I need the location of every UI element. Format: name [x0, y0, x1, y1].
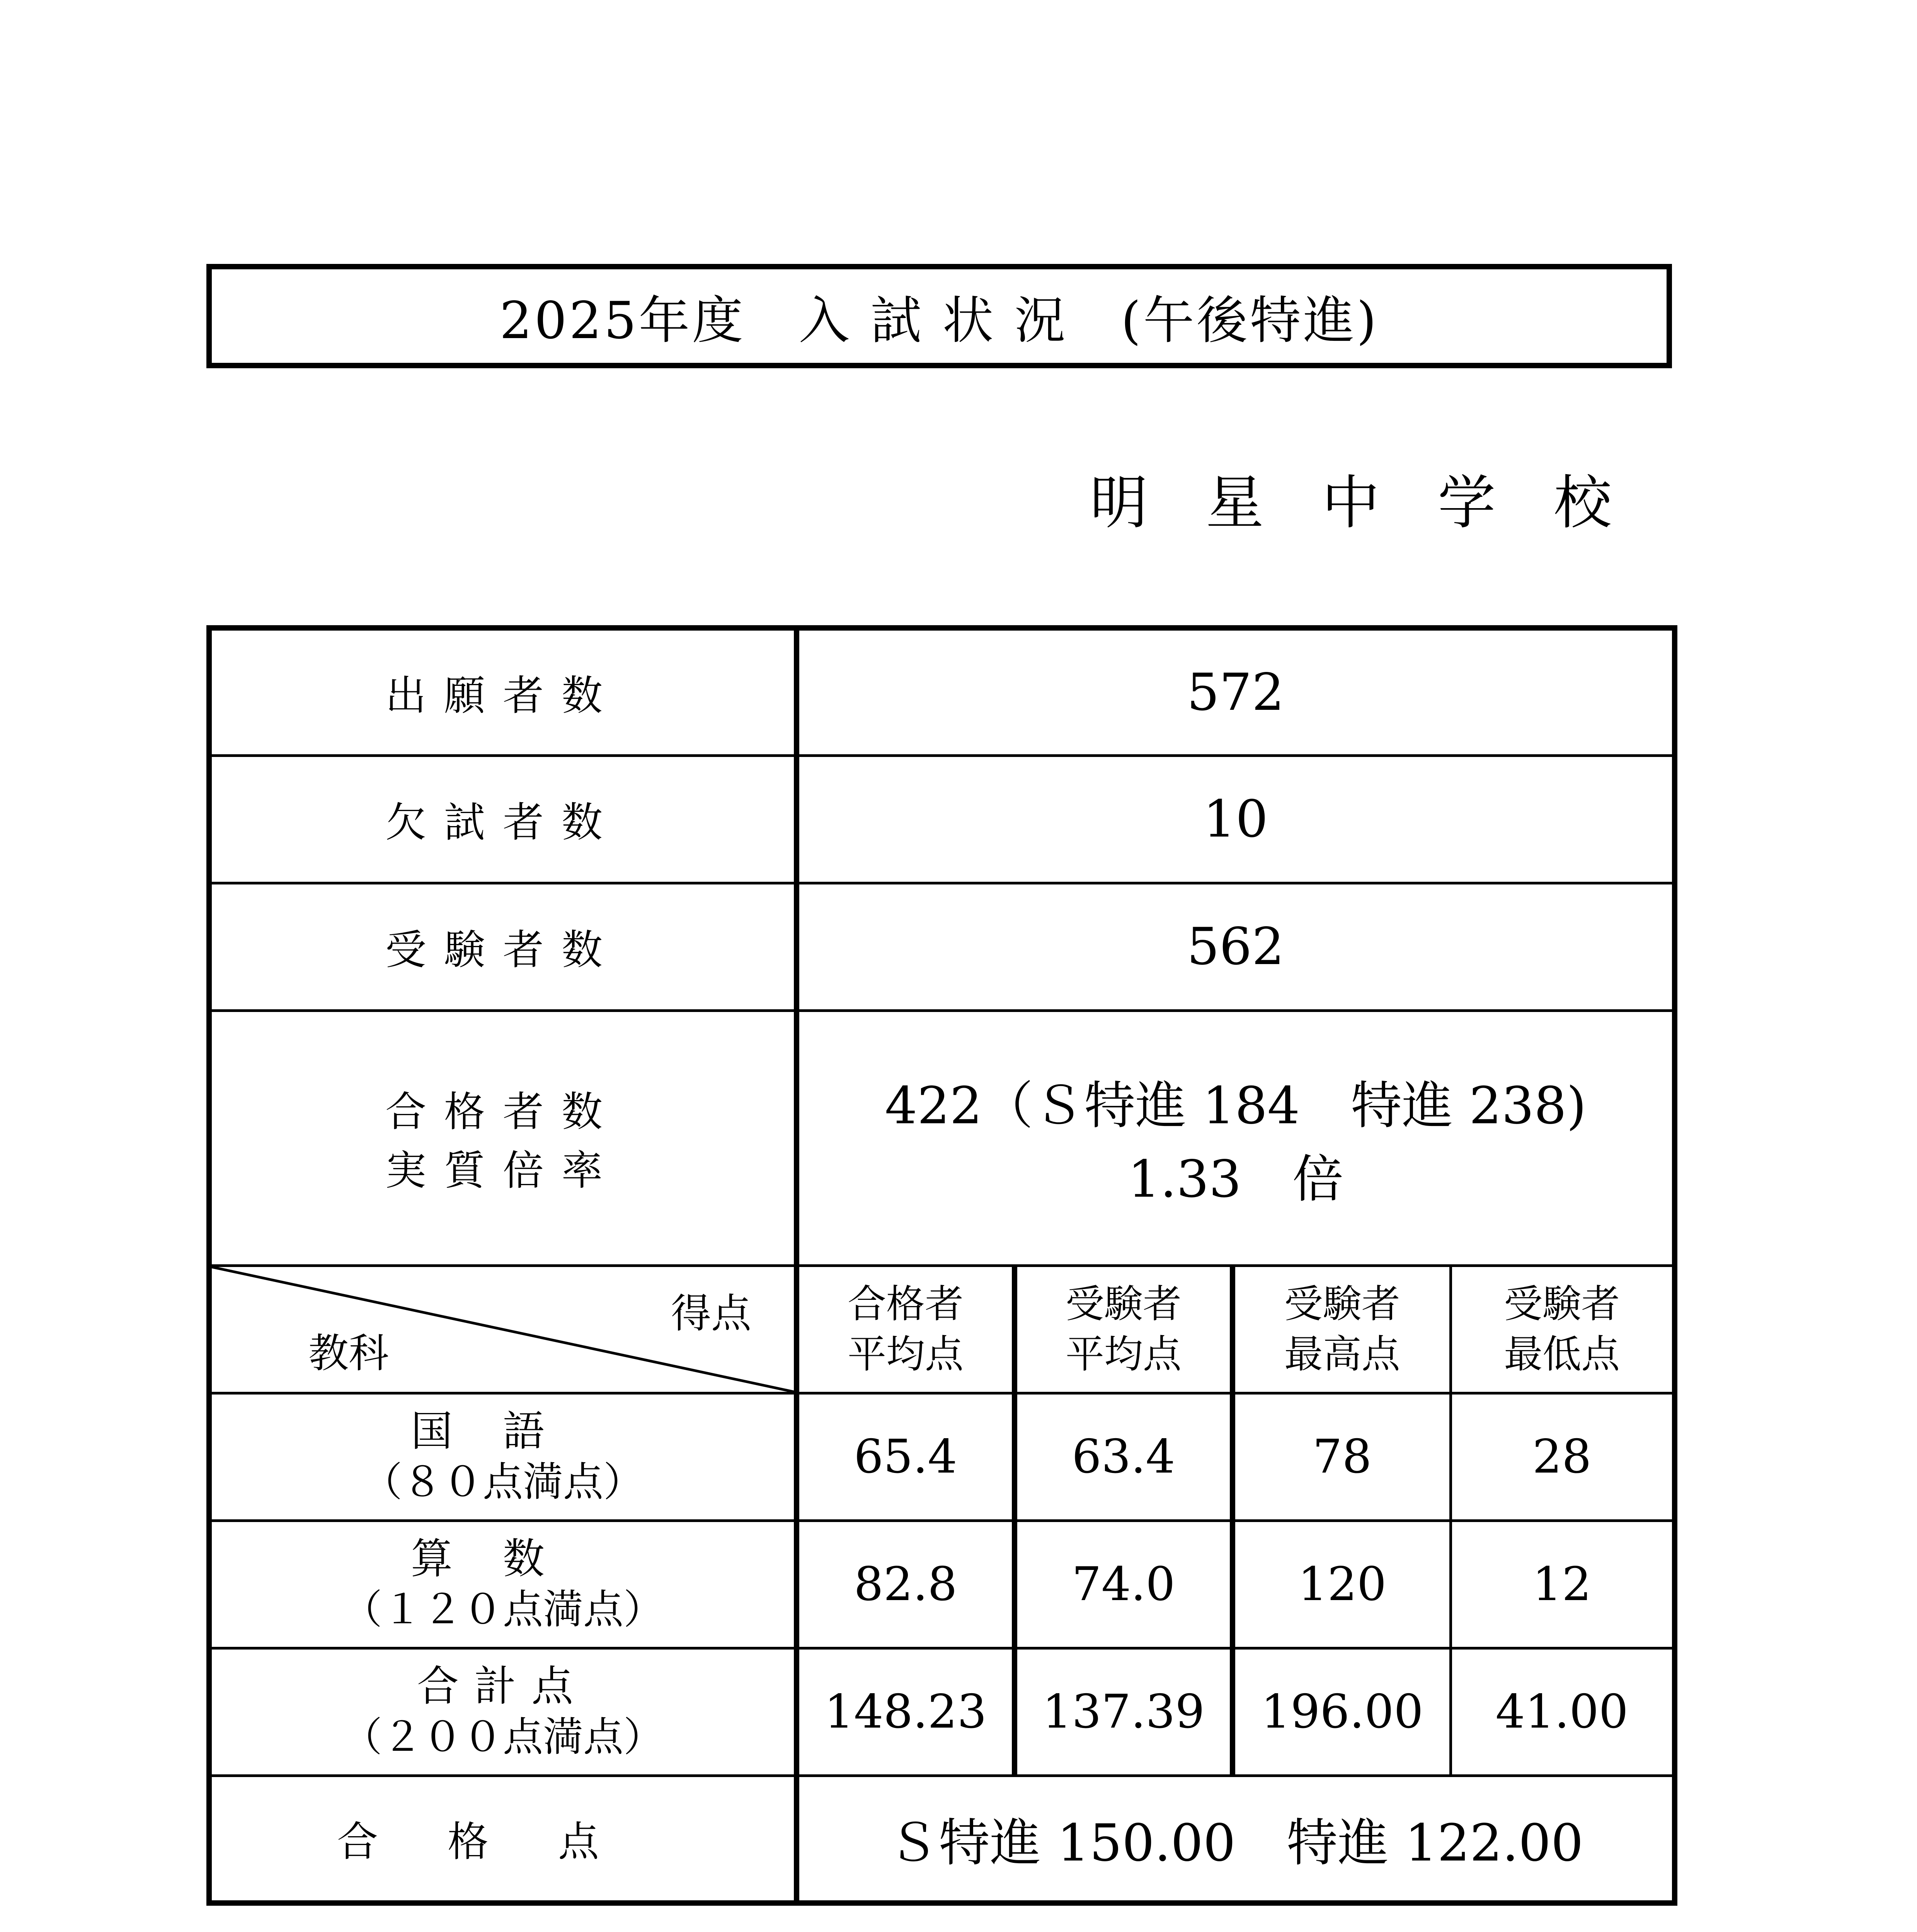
col-header-line2: 平均点 [848, 1332, 964, 1377]
subject-row-math [209, 1520, 1675, 1648]
row-applicants [209, 628, 1675, 755]
score-cell: 41.00 [1495, 1685, 1629, 1739]
subject-max: （８０点満点） [362, 1458, 644, 1505]
score-cell: 28 [1532, 1430, 1592, 1484]
examinees-label: 受験者数 [385, 926, 620, 974]
col-header-line2: 最高点 [1284, 1332, 1400, 1377]
row-passed-ratio [209, 1010, 1675, 1265]
subject-row-total [209, 1648, 1675, 1776]
title-box [206, 264, 1672, 368]
score-cell: 137.39 [1042, 1685, 1205, 1739]
pass-line-label: 合格点 [337, 1818, 669, 1866]
corner-cell [209, 1265, 797, 1393]
row-absent [209, 755, 1675, 883]
subject-max: （２００点満点） [342, 1713, 664, 1760]
absent-label: 欠試者数 [385, 799, 620, 846]
row-pass-line [209, 1776, 1675, 1903]
col-header-line1: 受験者 [1284, 1281, 1400, 1327]
passed-value: 422（Ｓ特進 184 特進 238) [885, 1076, 1587, 1136]
score-header-row [209, 1265, 1675, 1393]
score-cell: 63.4 [1072, 1430, 1175, 1484]
col-header-line2: 平均点 [1066, 1332, 1182, 1377]
pass-line-value: Ｓ特進 150.00 特進 122.00 [888, 1813, 1583, 1873]
score-cell: 196.00 [1261, 1685, 1423, 1739]
score-cell: 74.0 [1072, 1557, 1175, 1611]
applicants-value: 572 [1187, 662, 1284, 722]
applicants-label: 出願者数 [385, 672, 620, 719]
subject-max: （１２０点満点） [342, 1586, 664, 1633]
admission-table [206, 625, 1677, 1906]
subject-name: 算数 [410, 1535, 595, 1583]
absent-value: 10 [1203, 789, 1268, 849]
corner-subject-label: 教科 [308, 1329, 389, 1377]
page-title: 2025年度 入 試 状 況 (午後特進) [499, 291, 1379, 350]
subject-name: 合計点 [417, 1662, 589, 1711]
ratio-label: 実質倍率 [385, 1147, 620, 1194]
score-cell: 120 [1298, 1557, 1387, 1611]
examinees-value: 562 [1187, 917, 1284, 976]
col-header-line1: 受験者 [1066, 1281, 1182, 1327]
school-name: 明星中学校 [1090, 469, 1670, 537]
corner-score-label: 得点 [671, 1289, 751, 1337]
score-cell: 82.8 [854, 1557, 957, 1611]
passed-label: 合格者数 [385, 1088, 620, 1136]
col-header-line2: 最低点 [1504, 1332, 1620, 1377]
col-header-line1: 受験者 [1504, 1281, 1620, 1327]
row-examinees [209, 883, 1675, 1010]
subject-row-japanese [209, 1393, 1675, 1520]
subject-name: 国語 [410, 1407, 595, 1456]
score-cell: 78 [1313, 1430, 1372, 1484]
ratio-value: 1.33 倍 [1128, 1150, 1343, 1209]
score-cell: 12 [1532, 1557, 1592, 1611]
score-cell: 65.4 [854, 1430, 957, 1484]
col-header-line1: 合格者 [848, 1281, 964, 1327]
score-cell: 148.23 [824, 1685, 987, 1739]
